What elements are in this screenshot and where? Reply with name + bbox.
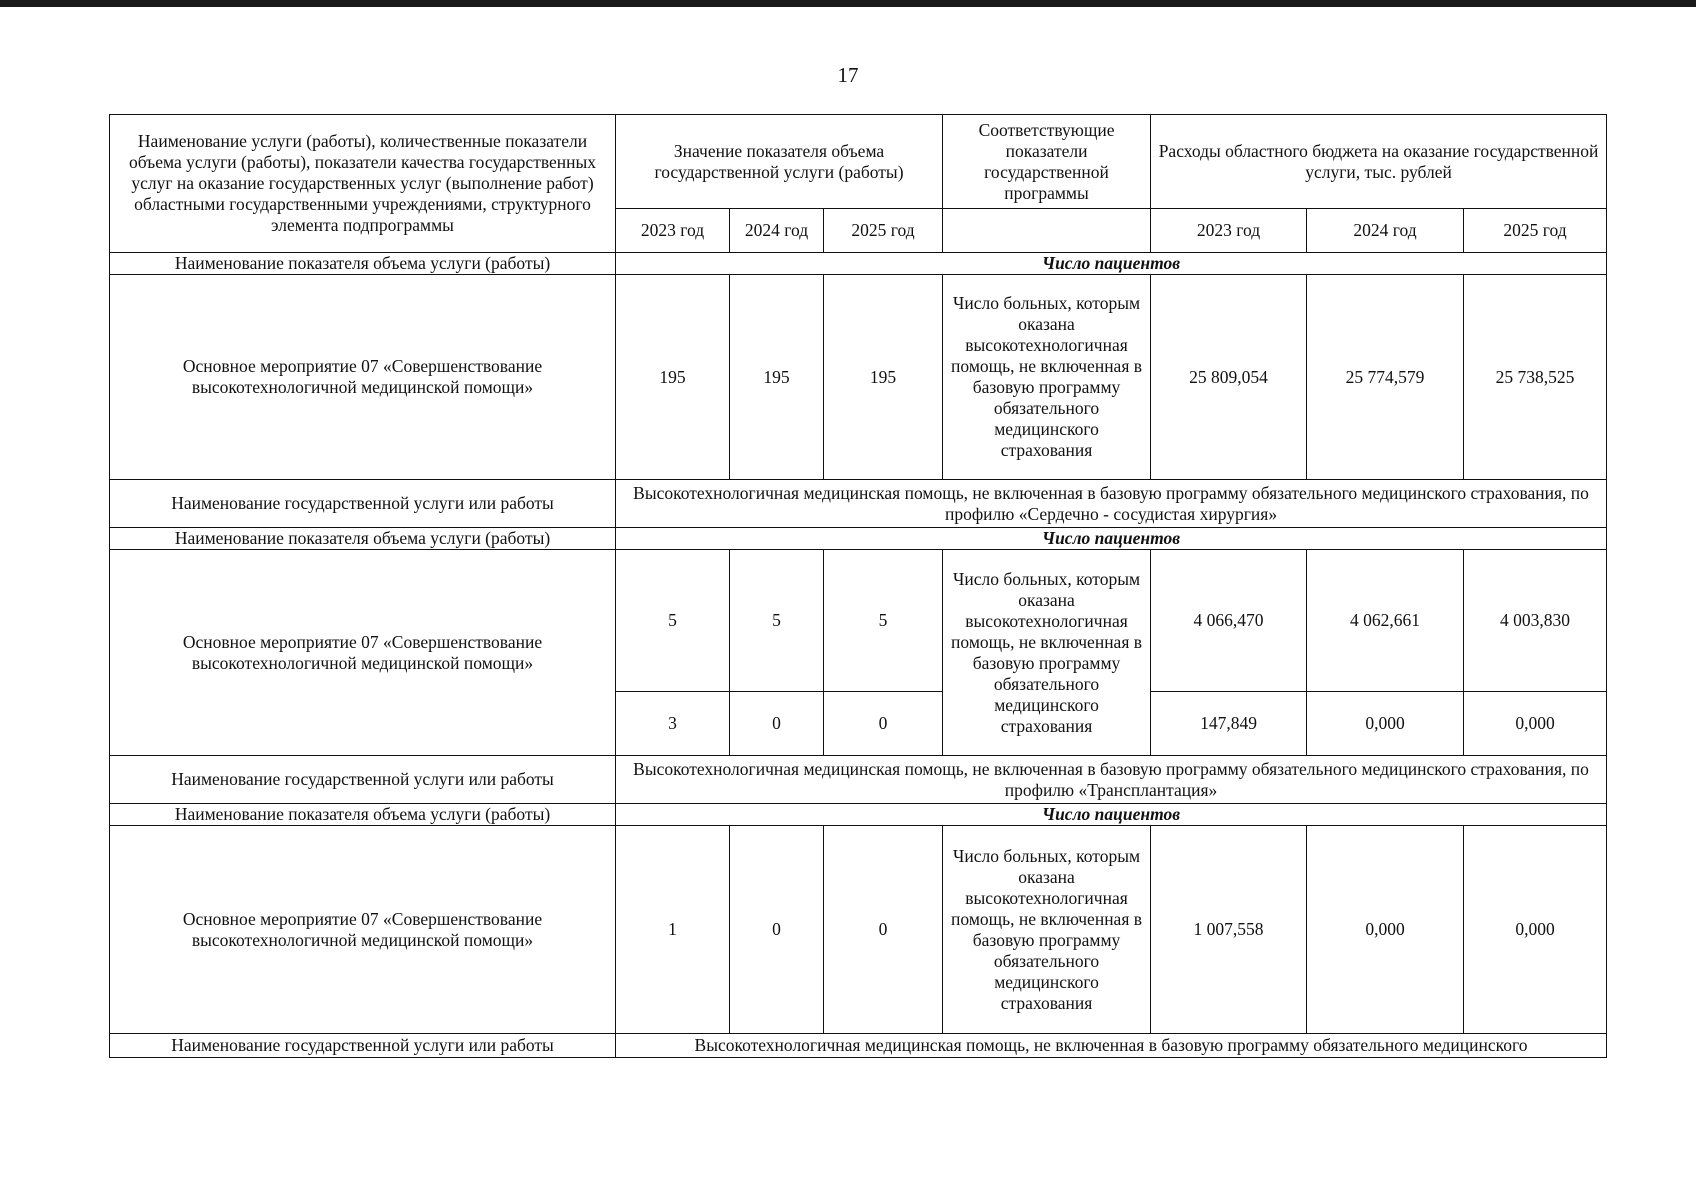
header-col3: Соответствующие показатели государственной программы	[943, 115, 1151, 209]
program-indicator: Число больных, которым оказана высокотехнологичная помощь, не включенная в базовую программу обязательного медицинского страхования	[943, 826, 1151, 1034]
header-cost-year-2024: 2024 год	[1307, 209, 1464, 253]
service-row	[110, 756, 1607, 804]
cost-2023: 4 066,470	[1151, 550, 1307, 692]
service-name-label: Наименование государственной услуги или работы	[110, 480, 616, 528]
value-2023: 195	[616, 275, 730, 480]
event-name: Основное мероприятие 07 «Совершенствование высокотехнологичной медицинской помощи»	[110, 275, 616, 480]
header-cost-year-2023: 2023 год	[1151, 209, 1307, 253]
indicator-value: Число пациентов	[616, 253, 1607, 275]
cost-2025: 4 003,830	[1464, 550, 1607, 692]
value-2025: 195	[824, 275, 943, 480]
cost-2024: 0,000	[1307, 826, 1464, 1034]
service-row	[110, 480, 1607, 528]
indicator-row	[110, 804, 1607, 826]
cost-2023: 1 007,558	[1151, 826, 1307, 1034]
indicator-value: Число пациентов	[616, 804, 1607, 826]
indicator-row	[110, 528, 1607, 550]
indicator-value: Число пациентов	[616, 528, 1607, 550]
header-col3-empty	[943, 209, 1151, 253]
service-row	[110, 1034, 1607, 1058]
header-year-2024: 2024 год	[730, 209, 824, 253]
value-2024: 5	[730, 550, 824, 692]
cost-2024: 0,000	[1307, 692, 1464, 756]
cost-2023: 25 809,054	[1151, 275, 1307, 480]
cost-2024: 25 774,579	[1307, 275, 1464, 480]
indicator-name-label: Наименование показателя объема услуги (работы)	[110, 253, 616, 275]
value-2024: 195	[730, 275, 824, 480]
indicator-name-label: Наименование показателя объема услуги (работы)	[110, 528, 616, 550]
cost-2025: 25 738,525	[1464, 275, 1607, 480]
value-2025: 0	[824, 692, 943, 756]
header-cost-year-2025: 2025 год	[1464, 209, 1607, 253]
value-2024: 0	[730, 826, 824, 1034]
indicator-name-label: Наименование показателя объема услуги (работы)	[110, 804, 616, 826]
header-col2: Значение показателя объема государственной услуги (работы)	[616, 115, 943, 209]
service-name-label: Наименование государственной услуги или работы	[110, 1034, 616, 1058]
table-row	[110, 275, 1607, 480]
cost-2023: 147,849	[1151, 692, 1307, 756]
value-2025: 0	[824, 826, 943, 1034]
table-row	[110, 826, 1607, 1034]
header-year-2023: 2023 год	[616, 209, 730, 253]
service-name-value: Высокотехнологичная медицинская помощь, не включенная в базовую программу обязательного медицинского страхования, по профилю «Сердечно - сосудистая хирургия»	[616, 480, 1607, 528]
table-row	[110, 550, 1607, 692]
budget-table	[109, 114, 1607, 1058]
program-indicator: Число больных, которым оказана высокотехнологичная помощь, не включенная в базовую программу обязательного медицинского страхования	[943, 550, 1151, 756]
value-2023: 5	[616, 550, 730, 692]
indicator-row	[110, 253, 1607, 275]
page-number: 17	[837, 63, 859, 87]
service-name-label: Наименование государственной услуги или работы	[110, 756, 616, 804]
header-row	[110, 115, 1607, 209]
value-2023: 1	[616, 826, 730, 1034]
header-col1: Наименование услуги (работы), количественные показатели объема услуги (работы), показатели качества государственных услуг на оказание государственных услуг (выполнение работ) областными государственными учреждениями, структурного элемента подпрограммы	[110, 115, 616, 253]
header-col4: Расходы областного бюджета на оказание государственной услуги, тыс. рублей	[1151, 115, 1607, 209]
event-name: Основное мероприятие 07 «Совершенствование высокотехнологичной медицинской помощи»	[110, 550, 616, 756]
value-2024: 0	[730, 692, 824, 756]
program-indicator: Число больных, которым оказана высокотехнологичная помощь, не включенная в базовую программу обязательного медицинского страхования	[943, 275, 1151, 480]
cost-2025: 0,000	[1464, 826, 1607, 1034]
cost-2024: 4 062,661	[1307, 550, 1464, 692]
event-name: Основное мероприятие 07 «Совершенствование высокотехнологичной медицинской помощи»	[110, 826, 616, 1034]
value-2023: 3	[616, 692, 730, 756]
page-top-border	[0, 0, 1696, 7]
value-2025: 5	[824, 550, 943, 692]
service-name-value: Высокотехнологичная медицинская помощь, не включенная в базовую программу обязательного медицинского страхования, по профилю «Трансплантация»	[616, 756, 1607, 804]
header-year-2025: 2025 год	[824, 209, 943, 253]
service-name-value: Высокотехнологичная медицинская помощь, не включенная в базовую программу обязательного медицинского	[616, 1034, 1607, 1058]
cost-2025: 0,000	[1464, 692, 1607, 756]
